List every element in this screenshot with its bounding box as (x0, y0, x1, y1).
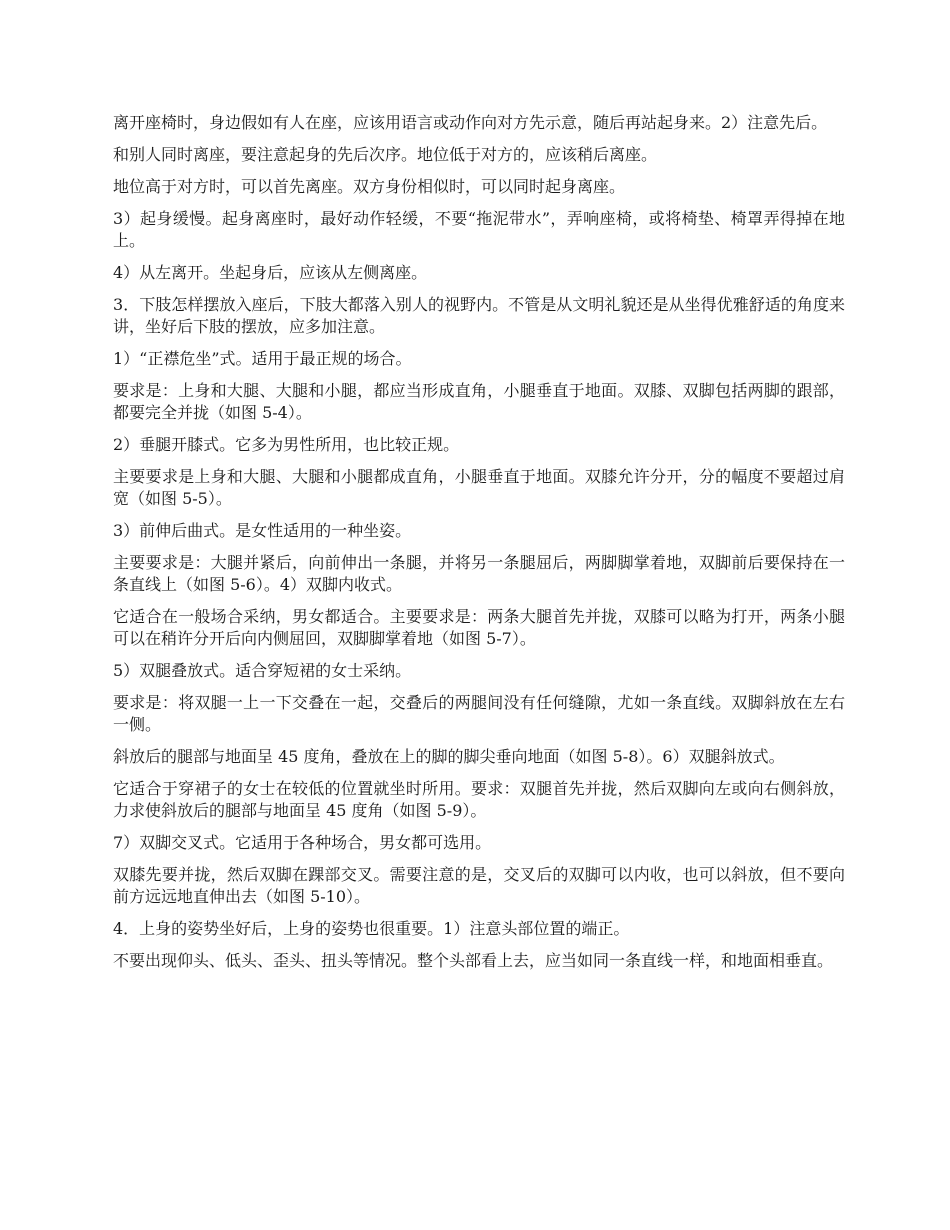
paragraph-6: 3．下肢怎样摆放入座后，下肢大都落入别人的视野内。不管是从文明礼貌还是从坐得优雅舒适的角度来讲，坐好后下肢的摆放，应多加注意。 (113, 295, 845, 336)
document-body (113, 112, 845, 982)
paragraph-18: 7）双脚交叉式。它适用于各种场合，男女都可选用。 (113, 833, 492, 852)
paragraph-12: 主要要求是：大腿并紧后，向前伸出一条腿，并将另一条腿屈后，两脚脚掌着地，双脚前后要保持在一条直线上（如图 5-6）。4）双脚内收式。 (113, 553, 845, 594)
paragraph-19: 双膝先要并拢，然后双脚在踝部交叉。需要注意的是，交叉后的双脚可以内收，也可以斜放，但不要向前方远远地直伸出去（如图 5-10）。 (113, 865, 845, 906)
paragraph-11: 3）前伸后曲式。是女性适用的一种坐姿。 (113, 521, 412, 540)
paragraph-5: 4）从左离开。坐起身后，应该从左侧离座。 (113, 263, 428, 282)
paragraph-9: 2）垂腿开膝式。它多为男性所用，也比较正规。 (113, 435, 460, 454)
paragraph-1: 离开座椅时，身边假如有人在座，应该用语言或动作向对方先示意，随后再站起身来。2）注意先后。 (113, 113, 828, 132)
paragraph-21: 不要出现仰头、低头、歪头、扭头等情况。整个头部看上去，应当如同一条直线一样，和地面相垂直。 (113, 951, 834, 970)
paragraph-8: 要求是：上身和大腿、大腿和小腿，都应当形成直角，小腿垂直于地面。双膝、双脚包括两脚的跟部，都要完全并拢（如图 5-4）。 (113, 381, 845, 422)
paragraph-2: 和别人同时离座，要注意起身的先后次序。地位低于对方的，应该稍后离座。 (113, 145, 658, 164)
paragraph-16: 斜放后的腿部与地面呈 45 度角，叠放在上的脚的脚尖垂向地面（如图 5-8）。6）双腿斜放式。 (113, 747, 785, 766)
paragraph-17: 它适合于穿裙子的女士在较低的位置就坐时所用。要求：双腿首先并拢，然后双脚向左或向右侧斜放，力求使斜放后的腿部与地面呈 45 度角（如图 5-9）。 (113, 779, 845, 820)
paragraph-3: 地位高于对方时，可以首先离座。双方身份相似时，可以同时起身离座。 (113, 177, 626, 196)
paragraph-20: 4．上身的姿势坐好后，上身的姿势也很重要。1）注意头部位置的端正。 (113, 919, 630, 938)
paragraph-15: 要求是：将双腿一上一下交叠在一起，交叠后的两腿间没有任何缝隙，尤如一条直线。双脚斜放在左右一侧。 (113, 693, 845, 734)
paragraph-7: 1）“正襟危坐”式。适用于最正规的场合。 (113, 349, 412, 368)
paragraph-4: 3）起身缓慢。起身离座时，最好动作轻缓，不要“拖泥带水”，弄响座椅，或将椅垫、椅罩弄得掉在地上。 (113, 209, 845, 250)
paragraph-13: 它适合在一般场合采纳，男女都适合。主要要求是：两条大腿首先并拢，双膝可以略为打开，两条小腿可以在稍许分开后向内侧屈回，双脚脚掌着地（如图 5-7）。 (113, 607, 845, 648)
paragraph-14: 5）双腿叠放式。适合穿短裙的女士采纳。 (113, 661, 412, 680)
paragraph-10: 主要要求是上身和大腿、大腿和小腿都成直角，小腿垂直于地面。双膝允许分开，分的幅度不要超过肩宽（如图 5-5）。 (113, 467, 845, 508)
